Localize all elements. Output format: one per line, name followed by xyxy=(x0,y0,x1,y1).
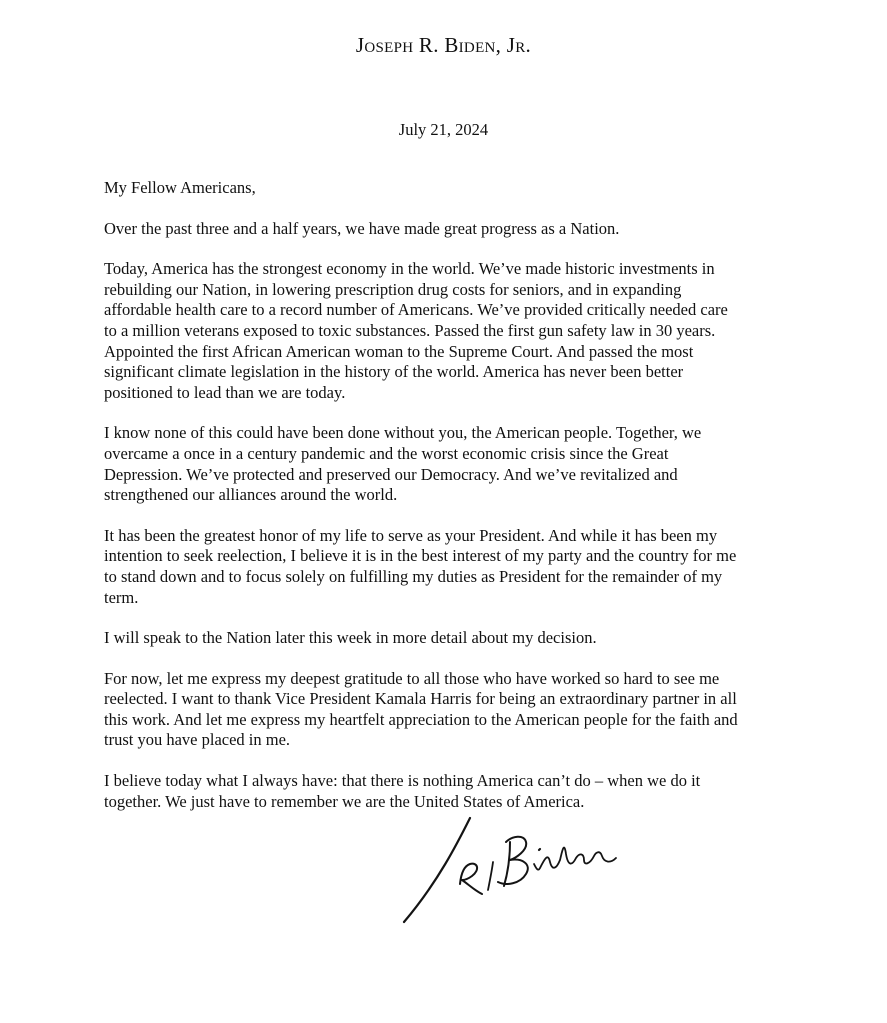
paragraph-line: It has been the greatest honor of my life to serve as your President. And while it has been my xyxy=(104,525,718,545)
paragraph-line: this work. And let me express my heartfelt appreciation to the American people for the faith and xyxy=(104,709,738,729)
paragraph-line: I know none of this could have been done without you, the American people. Together, we xyxy=(104,423,702,443)
signature-stroke-dot xyxy=(539,849,540,850)
paragraph-line: reelected. I want to thank Vice President Kamala Harris for being an extraordinary partner in all xyxy=(104,689,737,709)
paragraph-line: I believe today what I always have: that there is nothing America can’t do – when we do it xyxy=(104,771,701,791)
letter-body xyxy=(104,178,804,832)
paragraph xyxy=(104,423,804,505)
paragraph-line: Today, America has the strongest economy in the world. We’ve made historic investments in xyxy=(104,259,715,279)
paragraph-line: trust you have placed in me. xyxy=(104,730,291,750)
paragraph-line: significant climate legislation in the history of the world. America has never been better xyxy=(104,362,684,382)
paragraph-line: to a million veterans exposed to toxic substances. Passed the first gun safety law in 30 years. xyxy=(104,320,716,340)
paragraph xyxy=(104,669,804,751)
paragraph-line: strengthened our alliances around the world. xyxy=(104,485,398,505)
paragraph xyxy=(104,526,804,608)
paragraph-line: I will speak to the Nation later this week in more detail about my decision. xyxy=(104,628,597,648)
paragraph-line: intention to seek reelection, I believe it is in the best interest of my party and the country for me xyxy=(104,546,737,566)
paragraph xyxy=(104,628,804,649)
letterhead: Joseph R. Biden, Jr. xyxy=(355,33,532,57)
letter-date: July 21, 2024 xyxy=(398,120,489,139)
paragraph-line: positioned to lead than we are today. xyxy=(104,382,346,402)
signature-stroke-r xyxy=(460,864,482,894)
signature-stroke-tick xyxy=(488,862,493,890)
paragraph-line: to stand down and to focus solely on fulfilling my duties as President for the remainder of my xyxy=(104,566,723,586)
signature-stroke-b xyxy=(498,837,528,886)
paragraph xyxy=(104,259,804,403)
paragraph-line: term. xyxy=(104,587,139,607)
paragraph-line: Appointed the first African American woman to the Supreme Court. And passed the most xyxy=(104,341,694,361)
paragraph-line: For now, let me express my deepest gratitude to all those who have worked so hard to see me xyxy=(104,668,720,688)
paragraph-line: Depression. We’ve protected and preserved our Democracy. And we’ve revitalized and xyxy=(104,464,678,484)
paragraph xyxy=(104,771,804,812)
paragraph-line: Over the past three and a half years, we have made great progress as a Nation. xyxy=(104,218,620,238)
paragraph-line: overcame a once in a century pandemic and the worst economic crisis since the Great xyxy=(104,443,669,463)
paragraph-line: affordable health care to a record number of Americans. We’ve provided critically needed care xyxy=(104,300,728,320)
paragraph xyxy=(104,219,804,240)
paragraph-line: together. We just have to remember we are the United States of America. xyxy=(104,791,585,811)
handwritten-signature xyxy=(398,812,628,927)
signature-stroke-iden xyxy=(534,848,616,870)
paragraph-line: rebuilding our Nation, in lowering prescription drug costs for seniors, and in expanding xyxy=(104,279,682,299)
salutation: My Fellow Americans, xyxy=(104,178,256,197)
signature-stroke-j xyxy=(404,818,470,922)
